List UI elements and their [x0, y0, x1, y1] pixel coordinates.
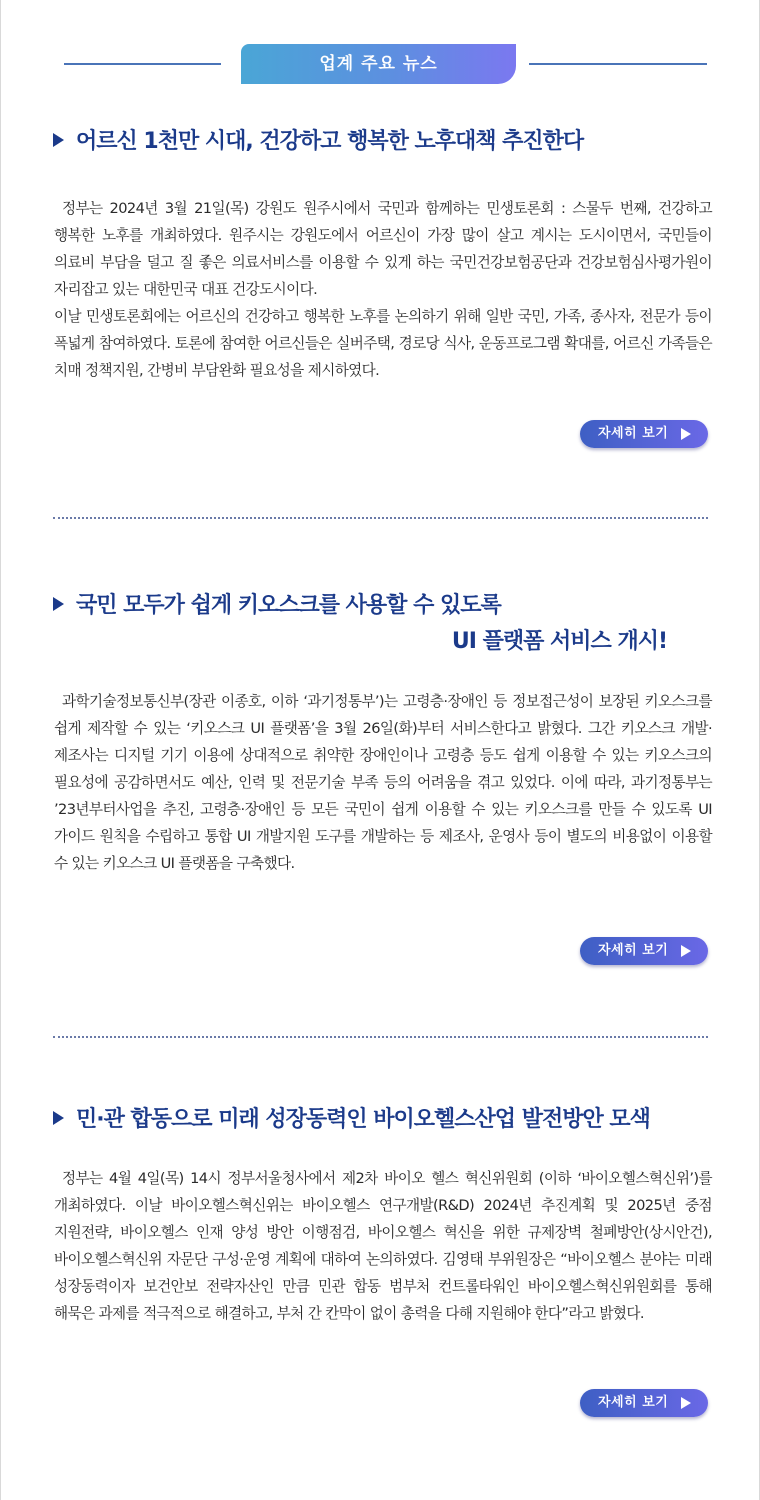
play-arrow-icon	[681, 428, 691, 440]
article-body	[54, 688, 712, 877]
article-title[interactable]	[53, 124, 713, 160]
read-more-button[interactable]	[580, 937, 708, 965]
read-more-button[interactable]	[580, 1389, 708, 1417]
article-paragraph: 이날 민생토론회에는 어르신의 건강하고 행복한 노후를 논의하기 위해 일반 국민, 가족, 종사자, 전문가 등이 폭넓게 참여하였다. 토론에 참여한 어르신들은 실버주택, 경로당 식사, 운동프로그램 확대를, 어르신 가족들은 치매 정책지원, 간병비 부담완화 필요성을 제시하였다.	[54, 308, 712, 379]
triangle-bullet-icon	[53, 1111, 64, 1125]
triangle-bullet-icon	[53, 133, 64, 147]
article-title-text: 민·관 합동으로 미래 성장동력인 바이오헬스산업 발전방안 모색	[76, 1107, 650, 1132]
play-arrow-icon	[681, 945, 691, 957]
play-arrow-icon	[681, 1397, 691, 1409]
read-more-label: 자세히 보기	[598, 943, 669, 958]
article-body	[54, 195, 712, 384]
read-more-label: 자세히 보기	[598, 1395, 669, 1410]
section-header	[1, 44, 760, 84]
header-line-right	[529, 63, 707, 65]
article-body	[54, 1165, 712, 1327]
article-paragraph: 과학기술정보통신부(장관 이종호, 이하 ‘과기정통부’)는 고령층·장애인 등 정보접근성이 보장된 키오스크를 쉽게 제작할 수 있는 ‘키오스크 UI 플랫폼’을 3월 26일(화)부터 서비스한다고 밝혔다. 그간 키오스크 개발·제조사는 디지털 기기 이용에 상대적으로 취약한 장애인이나 고령층 등도 쉽게 이용할 수 있는 키오스크의 필요성에 공감하면서도 예산, 인력 및 전문기술 부족 등의 어려움을 겪고 있었다. 이에 따라, 과기정통부는 ’23년부터사업을 추진, 고령층·장애인 등 모든 국민이 쉽게 이용할 수 있는 키오스크를 만들 수 있도록 UI 가이드 원칙을 수립하고 통합 UI 개발지원 도구를 개발하는 등 제조사, 운영사 등이 별도의 비용없이 이용할 수 있는 키오스크 UI 플랫폼을 구축했다.	[54, 693, 712, 872]
article-title-line2: UI 플랫폼 서비스 개시!	[451, 629, 667, 654]
article-title-text: 국민 모두가 쉽게 키오스크를 사용할 수 있도록	[76, 593, 501, 618]
article-title-text: 어르신 1천만 시대, 건강하고 행복한 노후대책 추진한다	[76, 129, 584, 154]
triangle-bullet-icon	[53, 597, 64, 611]
read-more-label: 자세히 보기	[598, 426, 669, 441]
section-title: 업계 주요 뉴스	[241, 44, 516, 84]
dotted-divider	[53, 517, 708, 519]
article-title[interactable]	[53, 588, 713, 660]
dotted-divider	[53, 1036, 708, 1038]
header-line-left	[64, 63, 221, 65]
article-paragraph: 정부는 4월 4일(목) 14시 정부서울청사에서 제2차 바이오 헬스 혁신위원회 (이하 ‘바이오헬스혁신위’)를 개최하였다. 이날 바이오헬스혁신위는 바이오헬스 연구개발(R&D) 2024년 추진계획 및 2025년 중점 지원전략, 바이오헬스 인재 양성 방안 이행점검, 바이오헬스 혁신을 위한 규제장벽 철폐방안(상시안건), 바이오헬스혁신위 자문단 구성·운영 계획에 대하여 논의하였다. 김영태 부위원장은 “바이오헬스 분야는 미래 성장동력이자 보건안보 전략자산인 만큼 민관 합동 범부처 컨트롤타워인 바이오헬스혁신위원회를 통해 해묵은 과제를 적극적으로 해결하고, 부처 간 칸막이 없이 총력을 다해 지원해야 한다”라고 밝혔다.	[54, 1170, 712, 1322]
read-more-button[interactable]	[580, 420, 708, 448]
article-paragraph: 정부는 2024년 3월 21일(목) 강원도 원주시에서 국민과 함께하는 민생토론회 : 스물두 번째, 건강하고 행복한 노후를 개최하였다. 원주시는 강원도에서 어르신이 가장 많이 살고 계시는 도시이면서, 국민들이 의료비 부담을 덜고 질 좋은 의료서비스를 이용할 수 있게 하는 국민건강보험공단과 건강보험심사평가원이 자리잡고 있는 대한민국 대표 건강도시이다.	[54, 200, 712, 298]
article-title[interactable]	[53, 1102, 713, 1138]
